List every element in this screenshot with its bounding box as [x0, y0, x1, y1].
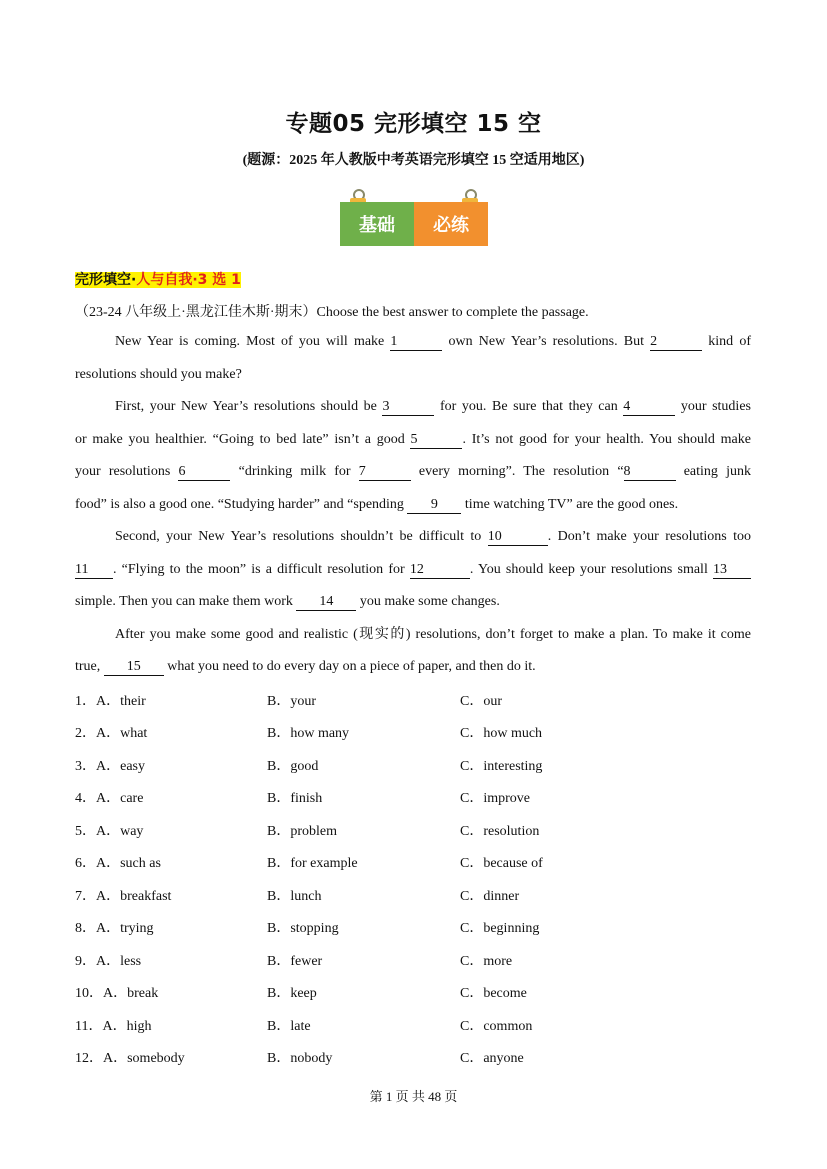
option-a: 5．A．way — [75, 824, 144, 839]
passage-line: 11 . “Flying to the moon” is a difficult resolution for 12 . You should keep your resolutions small 13 — [75, 560, 751, 580]
blank-10: 10 — [488, 529, 548, 546]
option-c: C．interesting — [460, 759, 543, 774]
blank-6: 6 — [178, 464, 230, 481]
question-source: （23-24 八年级上·黑龙江佳木斯·期末）Choose the best answer to complete the passage. — [75, 305, 589, 320]
option-a: 1．A．their — [75, 694, 146, 709]
option-c: C．anyone — [460, 1051, 524, 1066]
blank-13: 13 — [713, 562, 751, 579]
option-c: C．how much — [460, 726, 543, 741]
option-a: 3．A．easy — [75, 759, 145, 774]
section-badge — [340, 189, 488, 247]
blank-4: 4 — [623, 399, 675, 416]
blank-2: 2 — [650, 334, 702, 351]
option-b: B．finish — [267, 791, 323, 806]
blank-12: 12 — [410, 562, 470, 579]
option-b: B．stopping — [267, 921, 339, 936]
option-a: 12．A．somebody — [75, 1051, 185, 1066]
option-c: C．resolution — [460, 824, 540, 839]
passage-line: First, your New Year’s resolutions should be 3 for you. Be sure that they can 4 your studies — [115, 399, 751, 414]
option-a: 6．A．such as — [75, 856, 161, 871]
option-b: B．nobody — [267, 1051, 333, 1066]
option-c: C．dinner — [460, 889, 520, 904]
option-b: B．for example — [267, 856, 358, 871]
option-b: B．keep — [267, 986, 317, 1001]
passage-line: food” is also a good one. “Studying harder” and “spending 9 time watching TV” are the good ones. — [75, 497, 679, 512]
blank-5: 5 — [410, 432, 462, 449]
blank-3: 3 — [382, 399, 434, 416]
badge-right-label: 必练 — [414, 202, 488, 246]
section-prefix: 完形填空· — [75, 272, 137, 288]
blank-11: 11 — [75, 562, 113, 579]
page-title: 专题05 完形填空 15 空 — [285, 111, 542, 137]
passage-line: Second, your New Year’s resolutions shouldn’t be difficult to 10 . Don’t make your resolutions too — [115, 529, 751, 544]
passage-line: After you make some good and realistic (现实的) resolutions, don’t forget to make a plan. To make it come — [115, 627, 751, 642]
option-a: 7．A．breakfast — [75, 889, 172, 904]
section-heading — [75, 269, 241, 289]
option-c: C．beginning — [460, 921, 540, 936]
passage-line: your resolutions 6 “drinking milk for 7 every morning”. The resolution “8 eating junk — [75, 464, 751, 479]
badge-left-label: 基础 — [340, 202, 414, 246]
option-a: 4．A．care — [75, 791, 144, 806]
passage-line: or make you healthier. “Going to bed late” isn’t a good 5 . It’s not good for your health. You should make — [75, 432, 751, 447]
option-b: B．how many — [267, 726, 350, 741]
option-a: 9．A．less — [75, 954, 142, 969]
option-b: B．late — [267, 1019, 311, 1034]
passage-line: New Year is coming. Most of you will make 1 own New Year’s resolutions. But 2 kind of — [115, 334, 751, 349]
passage-line: simple. Then you can make them work 14 you make some changes. — [75, 594, 500, 609]
option-b: B．fewer — [267, 954, 323, 969]
blank-9: 9 — [407, 497, 461, 514]
option-a: 8．A．trying — [75, 921, 154, 936]
page-subtitle: (题源：2025 年人教版中考英语完形填空 15 空适用地区) — [242, 153, 585, 168]
blank-7: 7 — [359, 464, 411, 481]
blank-8: 8 — [624, 464, 676, 481]
option-c: C．our — [460, 694, 502, 709]
option-c: C．because of — [460, 856, 543, 871]
option-c: C．common — [460, 1019, 533, 1034]
option-b: B．good — [267, 759, 319, 774]
option-c: C．become — [460, 986, 527, 1001]
blank-15: 15 — [104, 659, 164, 676]
option-c: C．improve — [460, 791, 530, 806]
passage-line: resolutions should you make? — [75, 367, 242, 382]
blank-14: 14 — [296, 594, 356, 611]
option-c: C．more — [460, 954, 513, 969]
page-footer: 第 1 页 共 48 页 — [369, 1089, 458, 1104]
section-topic: 人与自我·3 选 1 — [136, 272, 241, 288]
blank-1: 1 — [390, 334, 442, 351]
option-a: 11．A．high — [75, 1019, 152, 1034]
option-b: B．your — [267, 694, 316, 709]
option-a: 2．A．what — [75, 726, 148, 741]
option-b: B．problem — [267, 824, 337, 839]
passage-line: true, 15 what you need to do every day on a piece of paper, and then do it. — [75, 659, 536, 674]
option-a: 10．A．break — [75, 986, 159, 1001]
option-b: B．lunch — [267, 889, 322, 904]
